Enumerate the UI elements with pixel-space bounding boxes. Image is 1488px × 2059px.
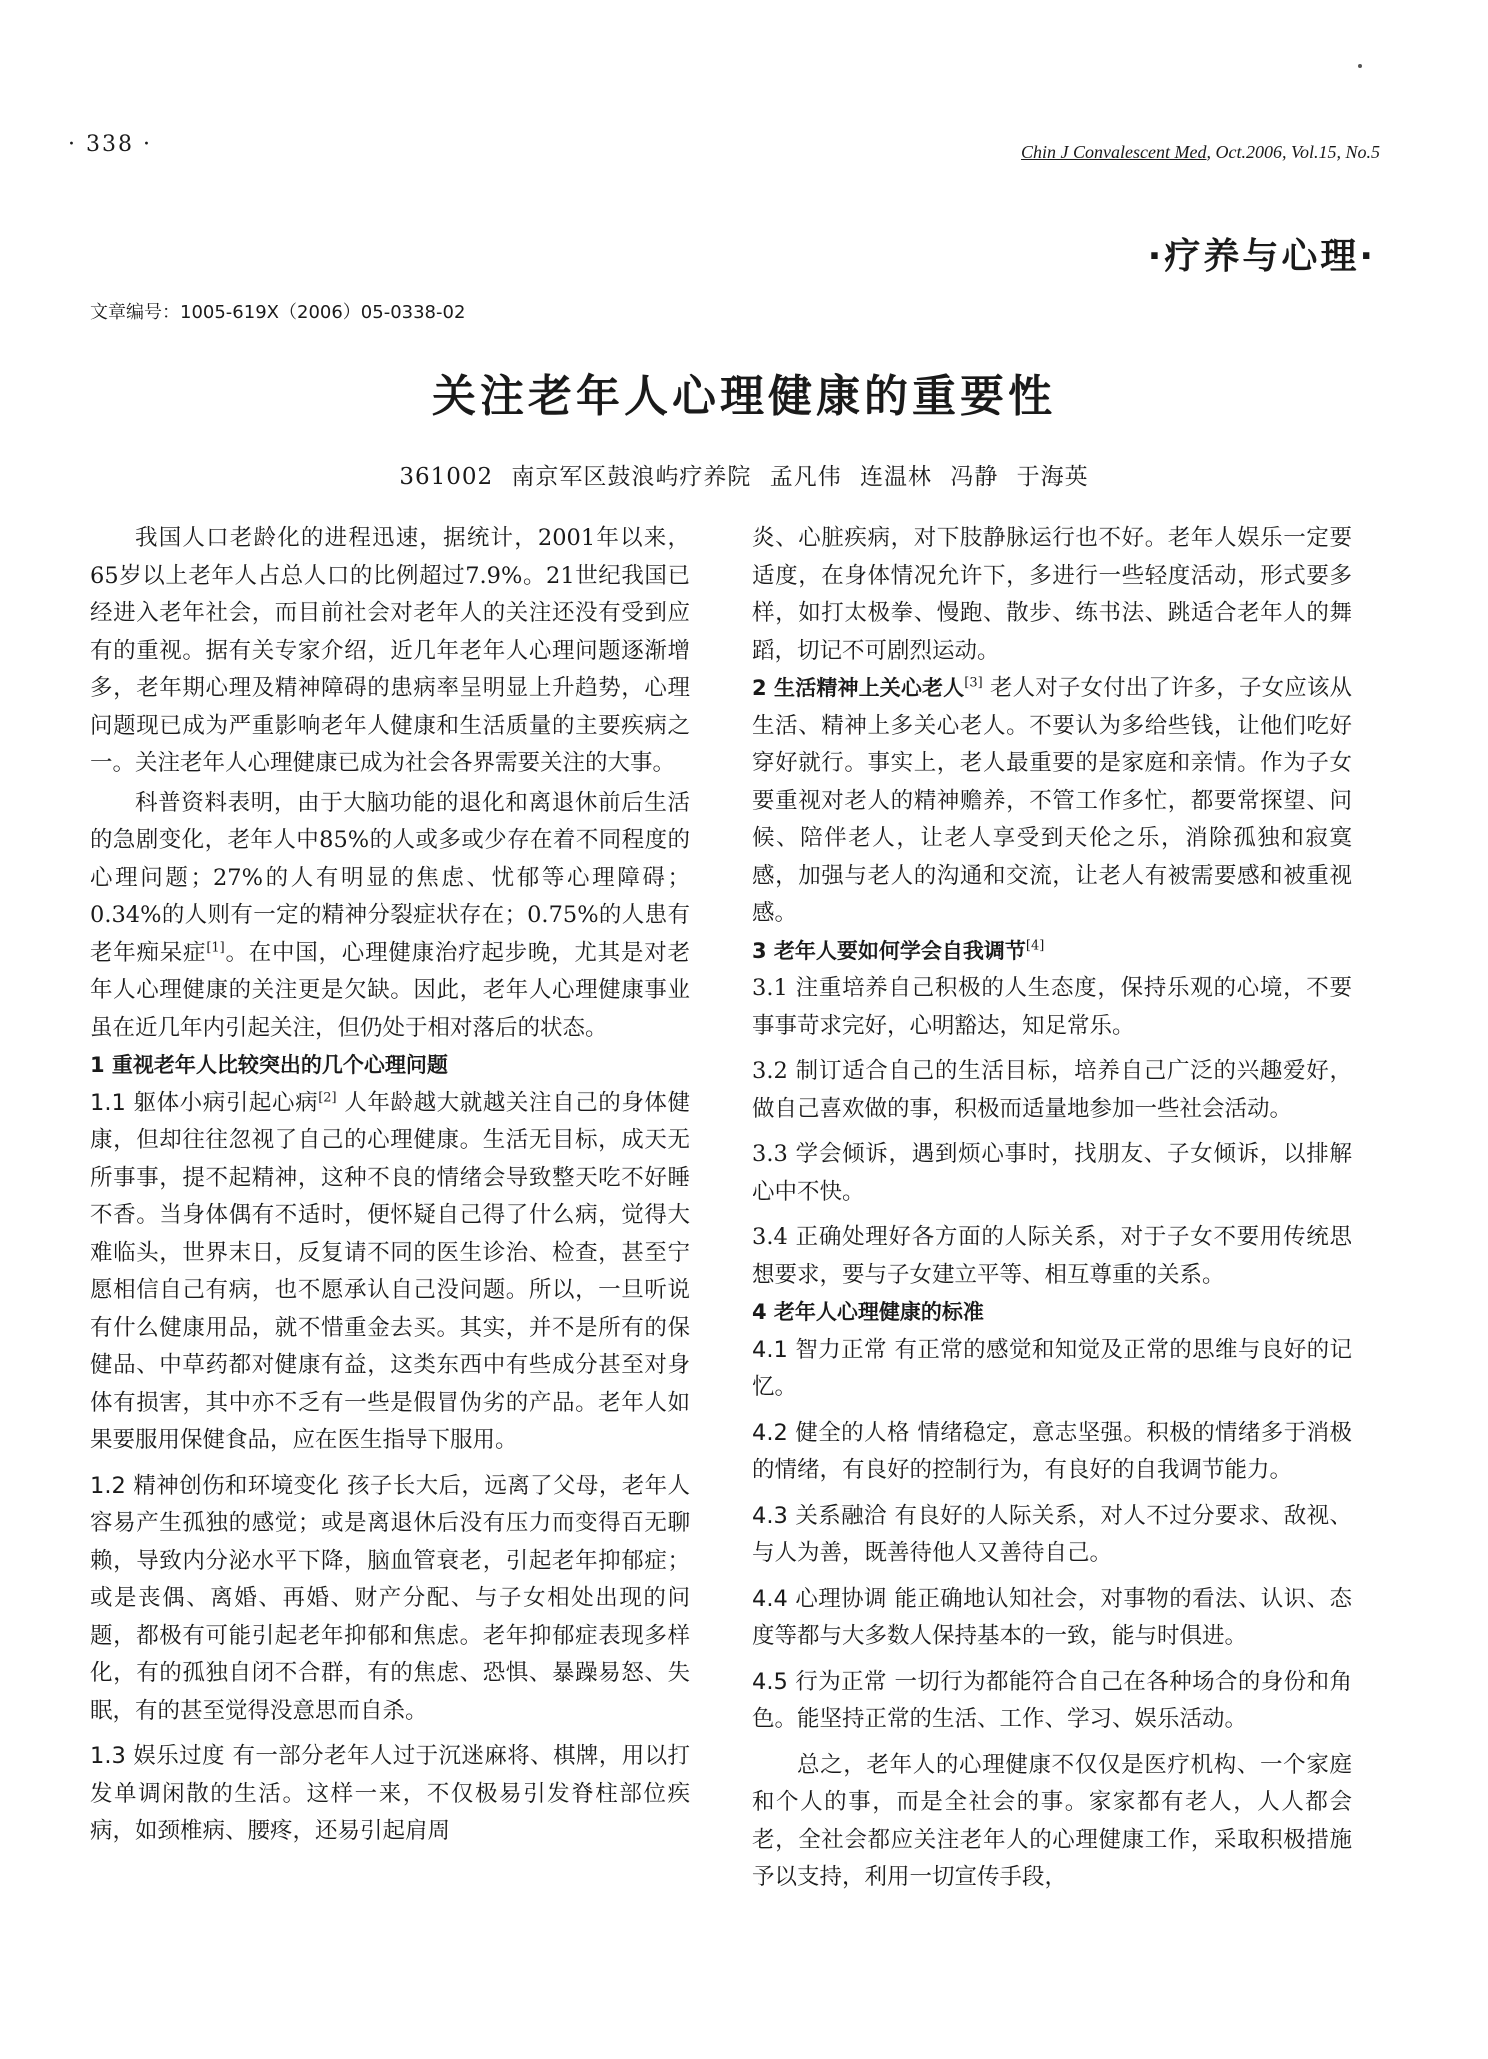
background-text-b: 。在中国，心理健康治疗起步晚，尤其是对老年人心理健康的关注更是欠缺。因此，老年人心理健康事业虽在近几年内引起关注，但仍处于相对落后的状态。 [90, 939, 690, 1041]
intro-paragraph: 我国人口老龄化的进程迅速，据统计，2001年以来，65岁以上老年人占总人口的比例超过7.9%。21世纪我国已经进入老年社会，而目前社会对老年人的关注还没有受到应有的重视。据有关专家介绍，近几年老年人心理问题逐渐增多，老年期心理及精神障碍的患病率呈明显上升趋势，心理问题现已成为严重影响老年人健康和生活质量的主要疾病之一。关注老年人心理健康已成为社会各界需要关注的大事。 [90, 525, 690, 776]
item-4-4-heading: 4.4 心理协调 [752, 1585, 887, 1612]
section-4-heading: 4 老年人心理健康的标准 [752, 1300, 984, 1324]
section-2 [752, 670, 1352, 933]
left-column [90, 520, 690, 1851]
article-number: 文章编号：1005-619X（2006）05-0338-02 [90, 302, 466, 323]
item-4-1 [752, 1332, 1352, 1407]
subsection-1-2-body: 孩子长大后，远离了父母，老年人容易产生孤独的感觉；或是离退休后没有压力而变得百无聊赖，导致内分泌水平下降，脑血管衰老，引起老年抑郁症；或是丧偶、离婚、再婚、财产分配、与子女相处出现的问题，都极有可能引起老年抑郁和焦虑。老年抑郁症表现多样化，有的孤独自闭不合群，有的焦虑、恐惧、暴躁易怒、失眠，有的甚至觉得没意思而自杀。 [90, 1472, 691, 1724]
item-4-2-heading: 4.2 健全的人格 [752, 1419, 910, 1446]
subsection-1-1 [90, 1085, 690, 1460]
journal-name: Chin J Convalescent Med [1021, 142, 1207, 162]
item-4-1-heading: 4.1 智力正常 [752, 1336, 887, 1363]
column-tag: ·疗养与心理· [1147, 236, 1376, 277]
item-4-2-body: 情绪稳定，意志坚强。积极的情绪多于消极的情绪，有良好的控制行为，有良好的自我调节能力。 [752, 1419, 1352, 1483]
item-4-2 [752, 1415, 1352, 1490]
page-number: · 338 · [68, 132, 152, 157]
citation-4: [4] [1025, 938, 1045, 953]
section-3-heading: 3 老年人要如何学会自我调节 [752, 938, 1026, 963]
subsection-1-1-heading: 1.1 躯体小病引起心病 [90, 1089, 319, 1116]
section-2-heading: 2 生活精神上关心老人 [752, 676, 965, 700]
section-3-heading-line [752, 933, 1352, 971]
journal-citation [1021, 142, 1380, 163]
subsection-1-2-heading: 1.2 精神创伤和环境变化 [90, 1472, 340, 1499]
item-4-1-body: 有正常的感觉和知觉及正常的思维与良好的记忆。 [752, 1336, 1352, 1400]
subsection-1-3-body: 有一部分老年人过于沉迷麻将、棋牌，用以打发单调闲散的生活。这样一来，不仅极易引发脊柱部位疾病，如颈椎病、腰疼，还易引起肩周 [90, 1743, 690, 1844]
article-title: 关注老年人心理健康的重要性 [432, 371, 1056, 422]
item-3-4: 3.4 正确处理好各方面的人际关系，对于子女不要用传统思想要求，要与子女建立平等、相互尊重的关系。 [752, 1224, 1352, 1288]
right-column [752, 520, 1352, 1897]
citation-1: [1] [206, 940, 225, 955]
subsection-1-1-body: 人年龄越大就越关注自己的身体健康，但却往往忽视了自己的心理健康。生活无目标，成天无所事事，提不起精神，这种不良的情绪会导致整天吃不好睡不香。当身体偶有不适时，便怀疑自己得了什么病，觉得大难临头，世界末日，反复请不同的医生诊治、检查，甚至宁愿相信自己有病，也不愿承认自己没问题。所以，一旦听说有什么健康用品，就不惜重金去买。其实，并不是所有的保健品、中草药都对健康有益，这类东西中有些成分甚至对身体有损害，其中亦不乏有一些是假冒伪劣的产品。老年人如果要服用保健食品，应在医生指导下服用。 [90, 1089, 691, 1453]
item-4-5-heading: 4.5 行为正常 [752, 1668, 887, 1695]
item-4-4-body: 能正确地认知社会，对事物的看法、认识、态度等都与大多数人保持基本的一致，能与时俱进。 [752, 1585, 1352, 1649]
item-4-3-heading: 4.3 关系融洽 [752, 1502, 887, 1529]
continued-paragraph: 炎、心脏疾病，对下肢静脉运行也不好。老年人娱乐一定要适度，在身体情况允许下，多进行一些轻度活动，形式要多样，如打太极拳、慢跑、散步、练书法、跳适合老年人的舞蹈，切记不可剧烈运动。 [752, 525, 1352, 664]
citation-2: [2] [318, 1090, 337, 1105]
conclusion-paragraph: 总之，老年人的心理健康不仅仅是医疗机构、一个家庭和个人的事，而是全社会的事。家家都有老人，人人都会老，全社会都应关注老年人的心理健康工作，采取积极措施予以支持，利用一切宣传手段， [752, 1751, 1352, 1890]
item-3-2: 3.2 制订适合自己的生活目标，培养自己广泛的兴趣爱好，做自己喜欢做的事，积极而适量地参加一些社会活动。 [752, 1058, 1352, 1122]
background-text-a: 科普资料表明，由于大脑功能的退化和离退休前后生活的急剧变化，老年人中85%的人或多或少存在着不同程度的心理问题；27%的人有明显的焦虑、忧郁等心理障碍；0.34%的人则有一定的精神分裂症状存在；0.75%的人患有老年痴呆症 [90, 789, 690, 966]
item-3-1: 3.1 注重培养自己积极的人生态度，保持乐观的心境，不要事事苛求完好，心明豁达，知足常乐。 [752, 975, 1352, 1039]
item-4-3-body: 有良好的人际关系，对人不过分要求、敌视、与人为善，既善待他人又善待自己。 [752, 1502, 1352, 1566]
subsection-1-3-heading: 1.3 娱乐过度 [90, 1743, 225, 1769]
item-4-5-body: 一切行为都能符合自己在各种场合的身份和角色。能坚持正常的生活、工作、学习、娱乐活动。 [752, 1668, 1352, 1732]
item-3-3: 3.3 学会倾诉，遇到烦心事时，找朋友、子女倾诉，以排解心中不快。 [752, 1141, 1352, 1205]
item-4-4 [752, 1581, 1352, 1656]
journal-issue: , Oct.2006, Vol.15, No.5 [1206, 142, 1380, 162]
scan-speck [1358, 64, 1362, 68]
author-line: 361002 南京军区鼓浪屿疗养院 孟凡伟 连温林 冯静 于海英 [399, 464, 1089, 490]
citation-3: [3] [964, 675, 983, 691]
section-1-heading: 1 重视老年人比较突出的几个心理问题 [90, 1053, 448, 1077]
item-4-5 [752, 1664, 1352, 1739]
section-2-body: 老人对子女付出了许多，子女应该从生活、精神上多关心老人。不要认为多给些钱，让他们吃好穿好就行。事实上，老人最重要的是家庭和亲情。作为子女要重视对老人的精神赡养，不管工作多忙，都要常探望、问候、陪伴老人，让老人享受到天伦之乐，消除孤独和寂寞感，加强与老人的沟通和交流，让老人有被需要感和被重视感。 [752, 675, 1352, 926]
subsection-1-3 [90, 1738, 690, 1851]
item-4-3 [752, 1498, 1352, 1573]
background-paragraph [90, 785, 690, 1048]
subsection-1-2 [90, 1468, 690, 1731]
